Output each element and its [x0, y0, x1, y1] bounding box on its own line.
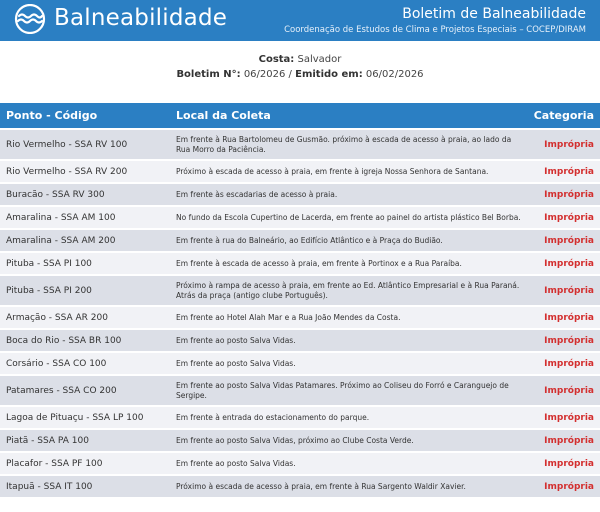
table-row — [0, 182, 600, 205]
table-row — [0, 328, 600, 351]
table-row — [0, 128, 600, 159]
header-categoria: Categoria — [533, 109, 594, 122]
boletim-value: 06/2026 — [243, 69, 286, 80]
top-header — [0, 0, 600, 41]
table-row — [0, 251, 600, 274]
bulletin-meta — [0, 52, 600, 82]
brand-name: Balneabilidade — [54, 5, 228, 31]
table-row — [0, 159, 600, 182]
cell-ponto: Boca do Rio - SSA BR 100 — [6, 335, 122, 346]
cell-ponto: Pituba - SSA PI 200 — [6, 285, 92, 296]
costa-label: Costa: — [258, 54, 295, 65]
cell-local: Em frente ao posto Salva Vidas, próximo ao Clube Costa Verde. — [176, 435, 414, 445]
cell-ponto: Pituba - SSA PI 100 — [6, 258, 92, 269]
cell-categoria: Imprópria — [544, 435, 594, 446]
emitido-label: Emitido em: — [295, 69, 363, 80]
cell-local: Em frente às escadarias de acesso à praia. — [176, 189, 338, 199]
cell-categoria: Imprópria — [544, 166, 594, 177]
cell-ponto: Armação - SSA AR 200 — [6, 312, 108, 323]
table-body — [0, 128, 600, 497]
cell-categoria: Imprópria — [544, 312, 594, 323]
cell-categoria: Imprópria — [544, 458, 594, 469]
table-row — [0, 351, 600, 374]
table-row — [0, 205, 600, 228]
cell-local: Em frente ao Hotel Alah Mar e a Rua João Mendes da Costa. — [176, 312, 401, 322]
cell-categoria: Imprópria — [544, 385, 594, 396]
cell-ponto: Piatã - SSA PA 100 — [6, 435, 89, 446]
cell-local: Em frente à rua do Balneário, ao Edifício Atlântico e à Praça do Budião. — [176, 235, 443, 245]
cell-categoria: Imprópria — [544, 189, 594, 200]
cell-local: Em frente ao posto Salva Vidas. — [176, 458, 296, 468]
cell-ponto: Amaralina - SSA AM 100 — [6, 212, 116, 223]
table-row — [0, 428, 600, 451]
costa-value: Salvador — [297, 54, 342, 65]
cell-categoria: Imprópria — [544, 235, 594, 246]
boletim-line — [0, 67, 600, 82]
meta-separator: / — [288, 69, 292, 80]
cell-ponto: Placafor - SSA PF 100 — [6, 458, 103, 469]
costa-line — [0, 52, 600, 67]
cell-ponto: Patamares - SSA CO 200 — [6, 385, 117, 396]
cell-categoria: Imprópria — [544, 258, 594, 269]
boletim-label: Boletim N°: — [176, 69, 241, 80]
balneability-table — [0, 103, 600, 497]
cell-ponto: Buracão - SSA RV 300 — [6, 189, 105, 200]
table-row — [0, 474, 600, 497]
cell-categoria: Imprópria — [544, 412, 594, 423]
cell-ponto: Amaralina - SSA AM 200 — [6, 235, 116, 246]
cell-local: Em frente à Rua Bartolomeu de Gusmão. próximo à escada de acesso à praia, ao lado da Rua Morro da Paciência. — [176, 134, 512, 154]
table-row — [0, 274, 600, 305]
cell-local: Em frente à escada de acesso à praia, em frente à Portinox e a Rua Paraíba. — [176, 258, 462, 268]
cell-local: Em frente ao posto Salva Vidas. — [176, 335, 296, 345]
cell-local: Em frente ao posto Salva Vidas Patamares. Próximo ao Coliseu do Forró e Caranguejo de Sergipe. — [176, 380, 509, 400]
table-header — [0, 103, 600, 128]
cell-ponto: Rio Vermelho - SSA RV 200 — [6, 166, 128, 177]
cell-categoria: Imprópria — [544, 285, 594, 296]
cell-categoria: Imprópria — [544, 358, 594, 369]
bulletin-subtitle: Coordenação de Estudos de Clima e Projetos Especiais – COCEP/DIRAM — [284, 25, 586, 35]
table-row — [0, 228, 600, 251]
cell-ponto: Rio Vermelho - SSA RV 100 — [6, 139, 128, 150]
emitido-value: 06/02/2026 — [365, 69, 424, 80]
header-info — [284, 6, 586, 36]
cell-ponto: Itapuã - SSA IT 100 — [6, 481, 93, 492]
table-row — [0, 405, 600, 428]
cell-local: Em frente ao posto Salva Vidas. — [176, 358, 296, 368]
table-row — [0, 305, 600, 328]
cell-local: Em frente à entrada do estacionamento do parque. — [176, 412, 370, 422]
cell-categoria: Imprópria — [544, 335, 594, 346]
cell-ponto: Corsário - SSA CO 100 — [6, 358, 107, 369]
cell-categoria: Imprópria — [544, 481, 594, 492]
cell-categoria: Imprópria — [544, 212, 594, 223]
table-row — [0, 374, 600, 405]
header-ponto: Ponto - Código — [6, 109, 98, 122]
cell-categoria: Imprópria — [544, 139, 594, 150]
header-local: Local da Coleta — [176, 109, 271, 122]
table-row — [0, 451, 600, 474]
cell-local: Próximo à rampa de acesso à praia, em frente ao Ed. Atlântico Empresarial e à Rua Paraná. Atrás da praça (antigo clube Português). — [176, 280, 520, 300]
bulletin-title: Boletim de Balneabilidade — [402, 6, 586, 22]
cell-local: Próximo à escada de acesso à praia, em frente à Rua Sargento Waldir Xavier. — [176, 481, 466, 491]
cell-local: Próximo à escada de acesso à praia, em frente à igreja Nossa Senhora de Santana. — [176, 166, 489, 176]
cell-ponto: Lagoa de Pituaçu - SSA LP 100 — [6, 412, 144, 423]
waves-icon — [10, 4, 50, 34]
cell-local: No fundo da Escola Cupertino de Lacerda, em frente ao painel do artista plástico Bel Borba. — [176, 212, 521, 222]
